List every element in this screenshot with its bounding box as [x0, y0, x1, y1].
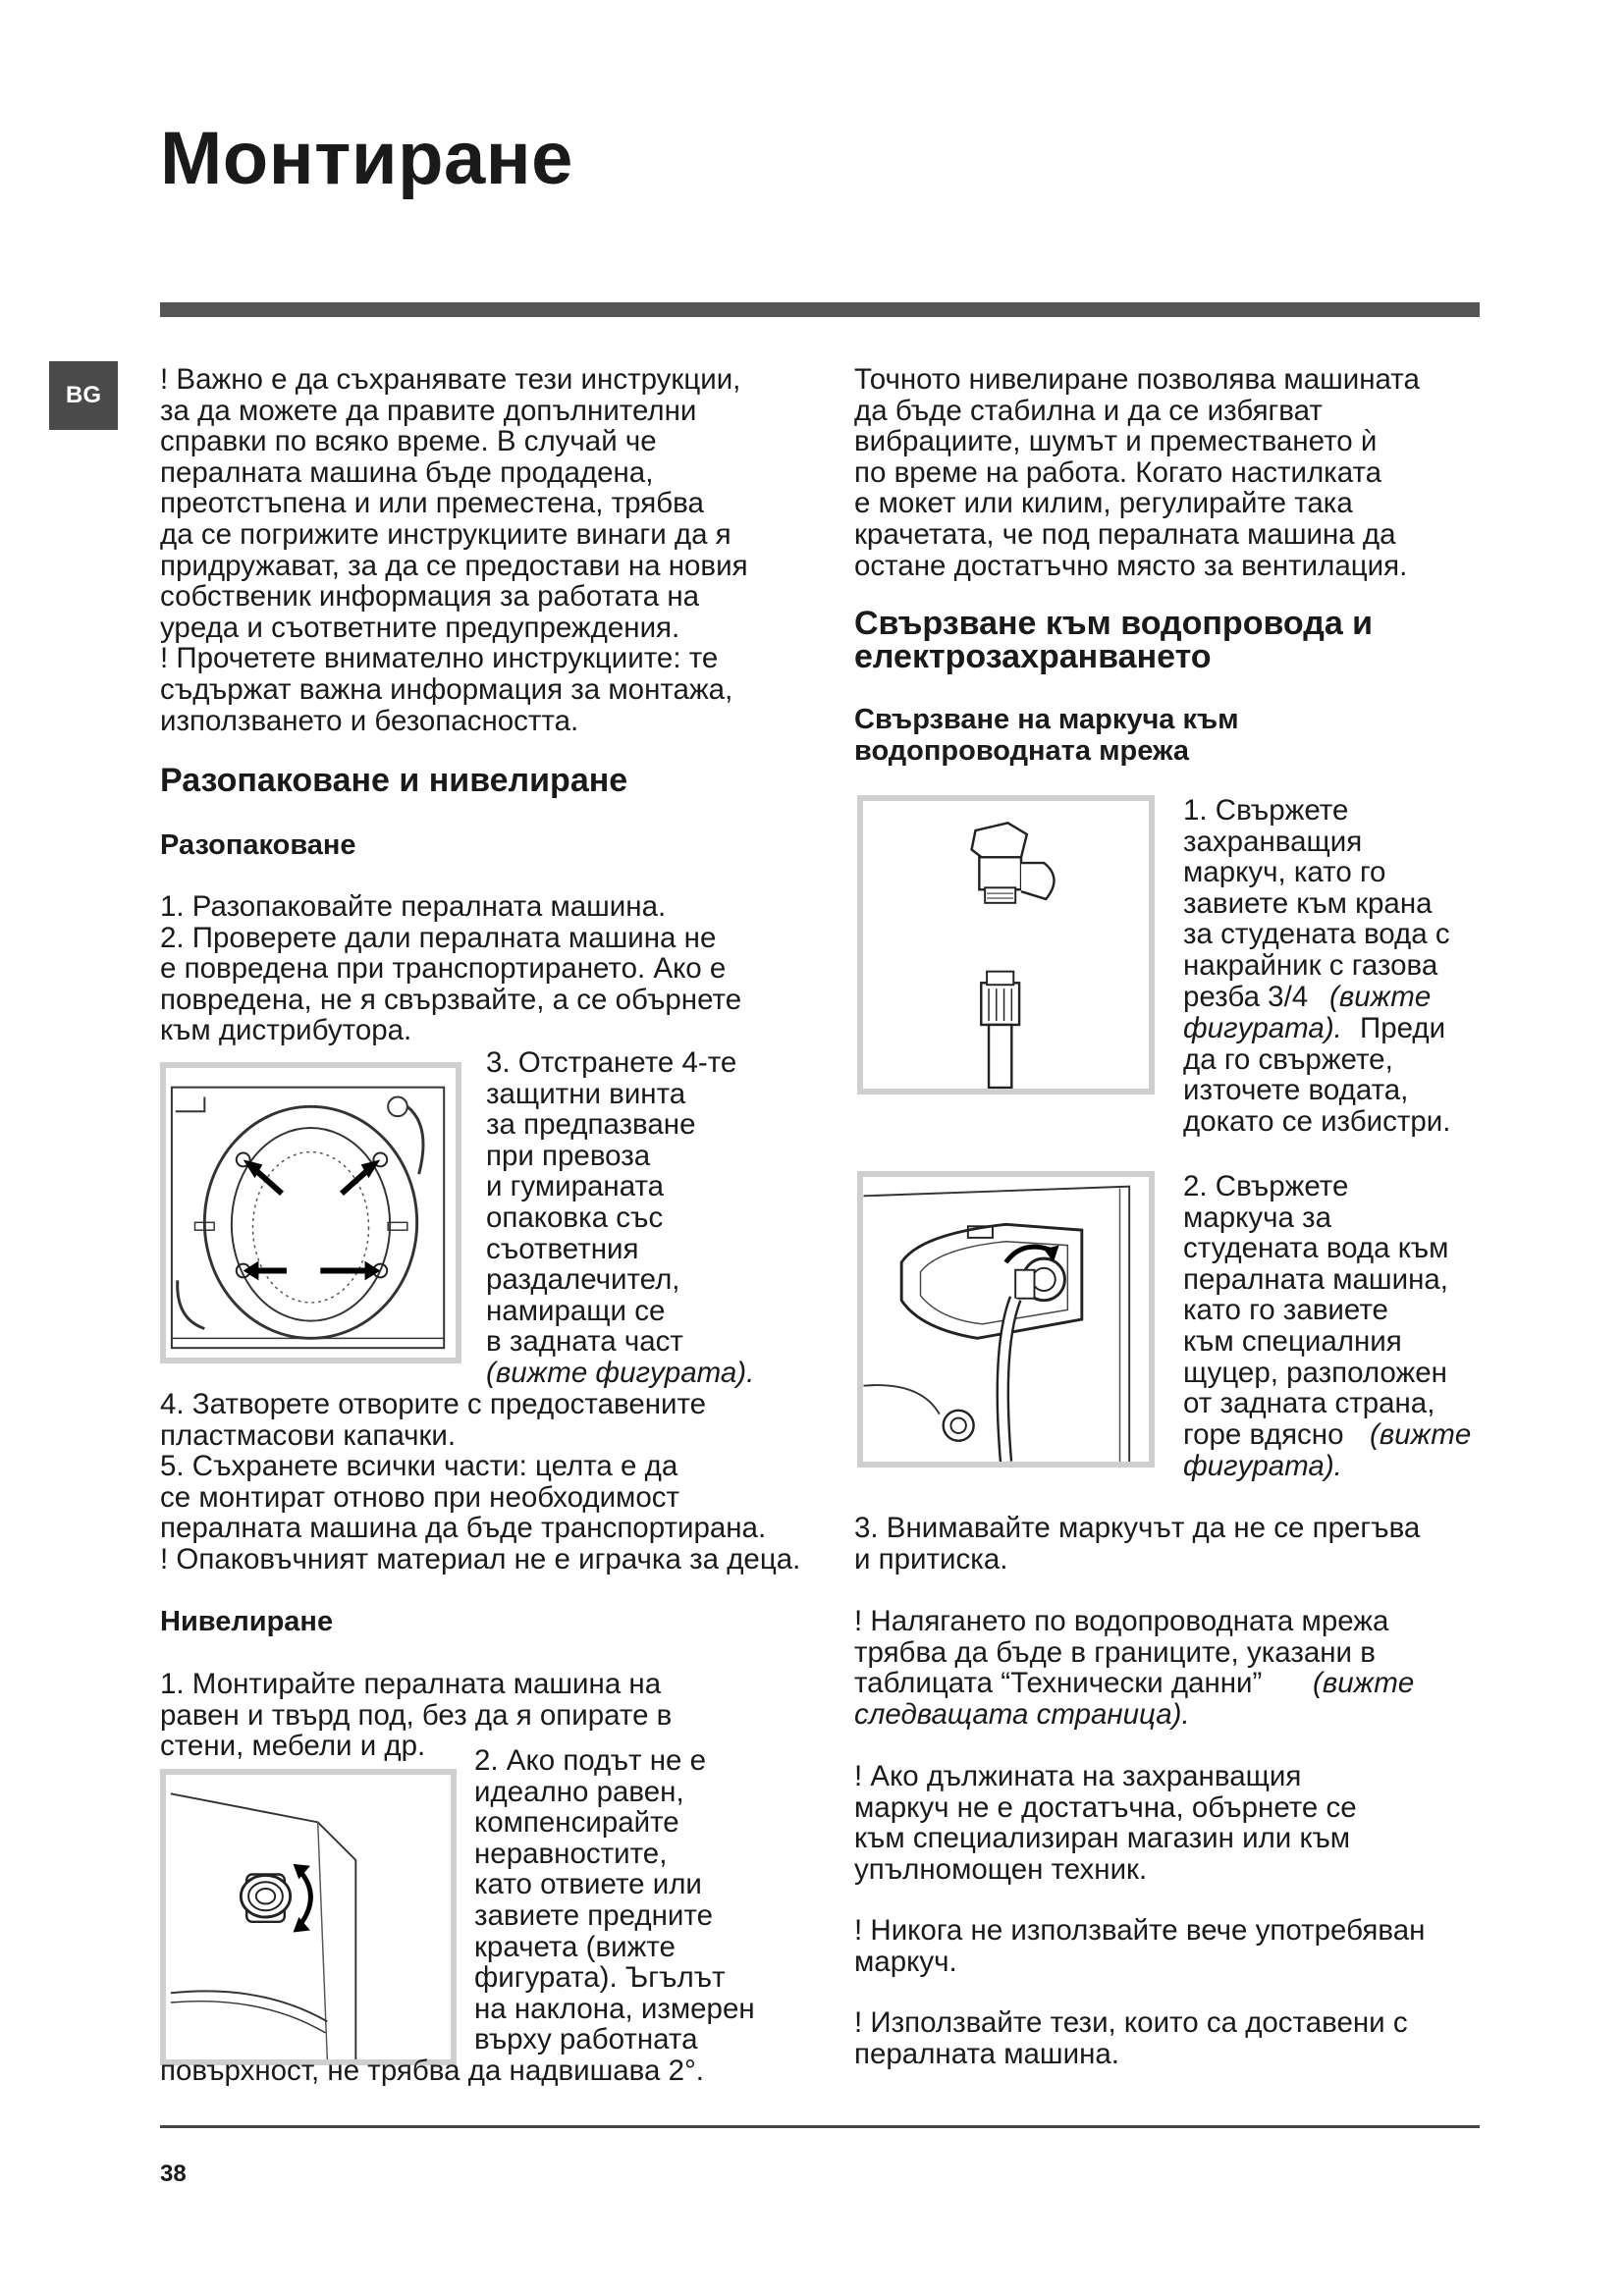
tap-hose-illustration — [863, 801, 1149, 1089]
note-supplied-hoses: ! Използвайте тези, които са доставени с пералната машина. — [854, 2006, 1408, 2070]
figure-machine-inlet — [857, 1171, 1155, 1468]
unpack-steps-4-5: 4. Затворете отворите с предоставените пластмасови капачки. 5. Съхранете всички части: целта е да се монтират отново при необходимост пералната машина да бъде транспортирана. ! Опаковъчният материал не е играчка за деца. — [160, 1388, 801, 1575]
hose-step-1-figure-ref-b: фигурата). — [1183, 1012, 1342, 1044]
unpack-step-3-figure-ref: (вижте фигурата). — [486, 1357, 755, 1389]
heading-connect: Свързване към водопровода и електрозахранването — [854, 605, 1374, 675]
machine-rear-illustration — [166, 1068, 456, 1358]
note-water-pressure: ! Налягането по водопроводната мрежа трябва да бъде в границите, указани в таблицата “Технически данни” — [854, 1605, 1389, 1700]
hose-step-1: 1. Свържете захранващия маркуч, като го завиете към крана за студената вода с накрайник с газова резба 3/4 — [1183, 794, 1450, 1013]
foot-adjust-illustration — [166, 1775, 451, 2059]
language-tab: BG — [49, 361, 118, 430]
note-water-pressure-ref-a: (вижте — [1313, 1667, 1415, 1699]
page-number: 38 — [160, 2161, 187, 2187]
note-hose-length: ! Ако дължината на захранващия маркуч не е достатъчна, обърнете се към специализиран магазин или към упълномощен техник. — [854, 1760, 1357, 1886]
level-step-1: 1. Монтирайте пералната машина на равен и твърд под, без да я опирате в стени, мебели и др. — [160, 1668, 673, 1763]
hose-step-2-figure-ref-a: (вижте — [1370, 1418, 1472, 1451]
heading-level: Нивелиране — [160, 1606, 334, 1637]
inlet-valve-illustration — [863, 1177, 1149, 1462]
level-step-2: 2. Ако подът не е идеално равен, компенсирайте неравностите, като отвиете или завиете предните крачета (вижте фигурата). Ъгълът на наклона, измерен върху работната — [474, 1744, 755, 2056]
footer-rule — [160, 2125, 1480, 2128]
intro-text: ! Важно е да съхранявате тези инструкции, за да можете да правите допълнителни справки по всяко време. В случай че пералната машина бъде продадена, преотстъпена и или преместена, трябва да се погрижите инструкциите винаги да я придружават, за да се предостави на новия собственик информация за работата на уреда и съответните предупреждения. ! Прочетете внимателно инструкциите: те съдържат важна информация за монтажа, използването и безопасността. — [160, 363, 748, 737]
hose-step-2-figure-ref-b: фигурата). — [1183, 1450, 1342, 1482]
hose-step-1-figure-ref-a: (вижте — [1329, 981, 1432, 1013]
page-title: Монтиране — [160, 117, 573, 200]
level-step-2-end: повърхност, не трябва да надвишава 2°. — [160, 2055, 705, 2087]
level-continued: Точното нивелиране позволява машината да бъде стабилна и да се избягват вибрациите, шумът и преместването ѝ по време на работа. Когато настилката е мокет или килим, регулирайте така крачетата, че под пералната машина да остане достатъчно място за вентилация. — [854, 363, 1420, 582]
note-used-hose: ! Никога не използвайте вече употребяван маркуч. — [854, 1914, 1426, 1978]
heading-hose: Свързване на маркуча към водопроводната мрежа — [854, 704, 1239, 767]
figure-leveling-feet — [160, 1769, 457, 2065]
unpack-step-3: 3. Отстранете 4-те защитни винта за предпазване при превоза и гумираната опаковка със съответния раздалечител, намиращи се в задната част — [486, 1046, 737, 1359]
heading-unpack: Разопаковане — [160, 829, 356, 861]
heading-unpack-level: Разопаковане и нивелиране — [160, 762, 628, 799]
hose-step-2: 2. Свържете маркуча за студената вода към пералната машина, като го завиете към специалния щуцер, разположен от задната страна, горе вдясно — [1183, 1170, 1449, 1451]
hose-step-3: 3. Внимавайте маркучът да не се прегъва и притиска. — [854, 1512, 1421, 1575]
title-rule — [160, 302, 1480, 317]
figure-transport-bolts — [160, 1062, 461, 1363]
note-water-pressure-ref-b: следващата страница). — [854, 1698, 1190, 1731]
figure-tap-connection — [857, 795, 1155, 1095]
hose-step-1-end: Преди да го свържете, източете водата, докато се избистри. — [1183, 1012, 1451, 1138]
unpack-steps-1-2: 1. Разопаковайте пералната машина. 2. Проверете дали пералната машина не е повредена при транспортирането. Ако е повредена, не я свързвайте, а се обърнете към дистрибутора. — [160, 890, 742, 1047]
